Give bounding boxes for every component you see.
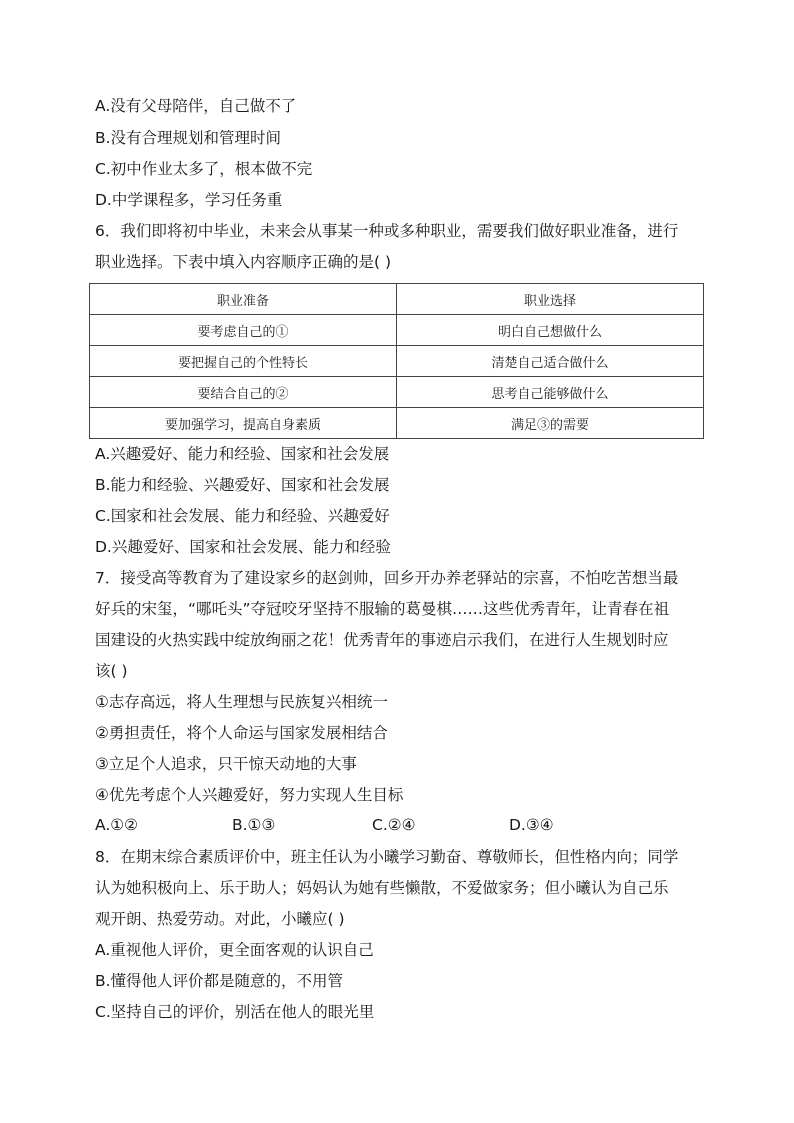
q8-stem-line2: 认为她积极向上、乐于助人；妈妈认为她有些懒散，不爱做家务；但小曦认为自己乐 xyxy=(95,879,669,897)
table-cell: 满足③的需要 xyxy=(397,408,704,439)
q6-stem-line1: 6．我们即将初中毕业，未来会从事某一种或多种职业，需要我们做好职业准备，进行 xyxy=(95,222,679,240)
table-header-row xyxy=(90,284,704,315)
q7-stem-line1: 7．接受高等教育为了建设家乡的赵剑帅，回乡开办养老驿站的宗喜，不怕吃苦想当最 xyxy=(95,569,679,587)
table-cell: 思考自己能够做什么 xyxy=(397,377,704,408)
q8-option-c: C.坚持自己的评价，别活在他人的眼光里 xyxy=(95,1003,375,1021)
q5-option-c: C.初中作业太多了，根本做不完 xyxy=(95,160,313,178)
q7-statement-1: ①志存高远，将人生理想与民族复兴相统一 xyxy=(95,693,388,711)
q7-statement-3: ③立足个人追求，只干惊天动地的大事 xyxy=(95,755,357,773)
q6-stem-line2: 职业选择。下表中填入内容顺序正确的是( ) xyxy=(95,253,392,271)
q7-stem-line4: 该( ) xyxy=(95,662,128,680)
table-cell: 清楚自己适合做什么 xyxy=(397,346,704,377)
q6-option-a: A.兴趣爱好、能力和经验、国家和社会发展 xyxy=(95,445,390,463)
table-cell: 要结合自己的② xyxy=(90,377,397,408)
table-cell: 明白自己想做什么 xyxy=(397,315,704,346)
q7-statement-2: ②勇担责任，将个人命运与国家发展相结合 xyxy=(95,724,388,742)
q6-option-c: C.国家和社会发展、能力和经验、兴趣爱好 xyxy=(95,507,390,525)
table-header-cell: 职业准备 xyxy=(90,284,397,315)
q8-stem-line3: 观开朗、热爱劳动。对此，小曦应( ) xyxy=(95,910,345,928)
table-header-cell: 职业选择 xyxy=(397,284,704,315)
q7-option-b: B.①③ xyxy=(232,816,276,834)
table-cell: 要加强学习，提高自身素质 xyxy=(90,408,397,439)
q7-option-c: C.②④ xyxy=(372,816,416,834)
q5-option-d: D.中学课程多，学习任务重 xyxy=(95,191,283,209)
q7-option-a: A.①② xyxy=(95,816,139,834)
q5-option-a: A.没有父母陪伴，自己做不了 xyxy=(95,97,297,115)
q5-option-b: B.没有合理规划和管理时间 xyxy=(95,129,282,147)
q7-statement-4: ④优先考虑个人兴趣爱好，努力实现人生目标 xyxy=(95,786,404,804)
q8-stem-line1: 8．在期末综合素质评价中，班主任认为小曦学习勤奋、尊敬师长，但性格内向；同学 xyxy=(95,848,679,866)
table-row xyxy=(90,315,704,346)
table-cell: 要把握自己的个性特长 xyxy=(90,346,397,377)
table-cell: 要考虑自己的① xyxy=(90,315,397,346)
table-row xyxy=(90,377,704,408)
q7-stem-line2: 好兵的宋玺，“哪吒头”夺冠咬牙坚持不服输的葛曼棋……这些优秀青年，让青春在祖 xyxy=(95,600,670,618)
q8-option-b: B.懂得他人评价都是随意的，不用管 xyxy=(95,972,344,990)
q6-option-b: B.能力和经验、兴趣爱好、国家和社会发展 xyxy=(95,476,390,494)
career-table xyxy=(89,283,704,439)
q7-option-d: D.③④ xyxy=(509,816,554,834)
q8-option-a: A.重视他人评价，更全面客观的认识自己 xyxy=(95,941,374,959)
table-row xyxy=(90,408,704,439)
q7-options-row xyxy=(95,816,695,838)
table-row xyxy=(90,346,704,377)
q6-option-d: D.兴趣爱好、国家和社会发展、能力和经验 xyxy=(95,538,391,556)
q7-stem-line3: 国建设的火热实践中绽放绚丽之花！优秀青年的事迹启示我们，在进行人生规划时应 xyxy=(95,631,669,649)
